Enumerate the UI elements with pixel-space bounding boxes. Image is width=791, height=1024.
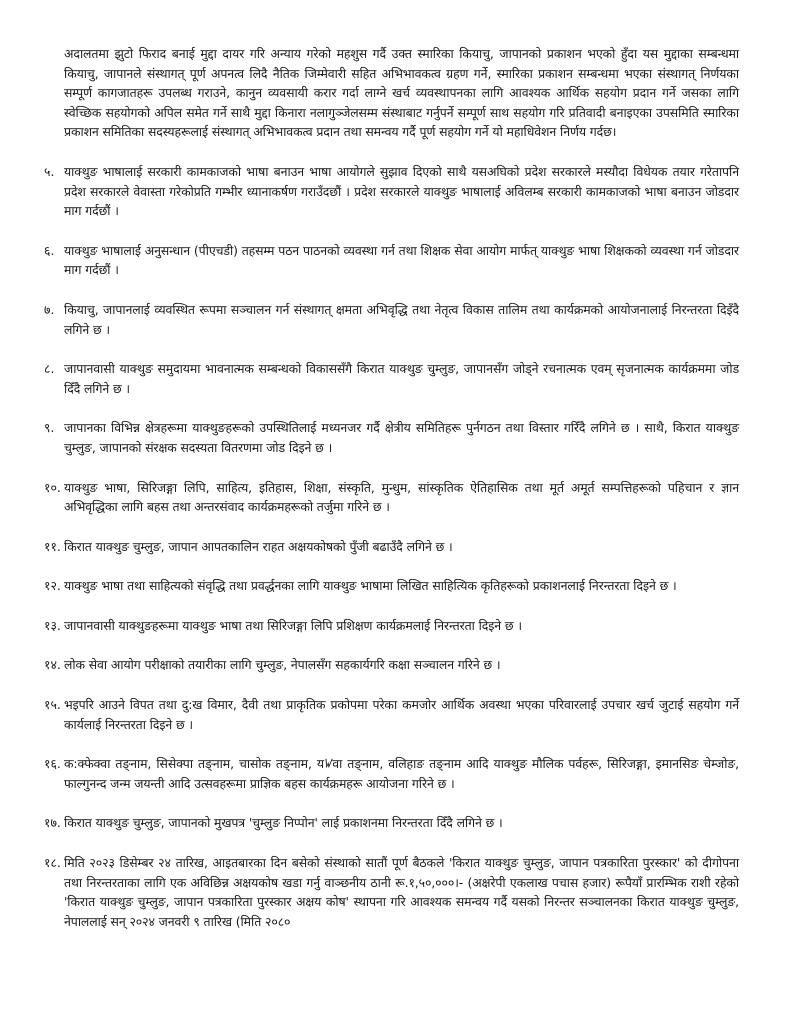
item-text: क:क्फेक्वा तङ्नाम, सिसेक्पा तङ्नाम, चासोक तङ्नाम, यꤿवा तङ्नाम, वलिहाङ तङ्नाम आदि याक्थुङ मौलिक पर्वहरू, सिरिजङ्गा, इमानसिङ चेम्जोङ, फाल्गुनन्द जन्म जयन्ती आदि उत्सवहरूमा प्राज्ञिक बहस कार्यक्रमहरू आयोजना गरिने छ । (64, 756, 739, 791)
resolution-item-17 (44, 813, 739, 833)
item-number: १२. (44, 578, 61, 594)
item-number: ९. (44, 420, 55, 436)
item-number: ८. (44, 361, 55, 377)
item-text: लोक सेवा आयोग परीक्षाको तयारीका लागि चुम्लुङ, नेपालसँग सहकार्यगरि कक्षा सञ्चालन गरिने छ । (64, 657, 501, 673)
resolution-item-8 (44, 359, 739, 398)
item-text: जापानवासी याक्थुङहरूमा याक्थुङ भाषा तथा सिरिजङ्गा लिपि प्रशिक्षण कार्यक्रमलाई निरन्तरता दिइने छ । (64, 617, 522, 633)
item-text: भइपरि आउने विपत तथा दु:ख विमार, दैवी तथा प्राकृतिक प्रकोपमा परेका कमजोर आर्थिक अवस्था भएका परिवारलाई उपचार खर्च जुटाई सहयोग गर्ने कार्यलाई निरन्तरता दिइने छ । (64, 697, 739, 732)
item-number: १४. (44, 657, 61, 673)
item-number: ५. (44, 163, 55, 179)
intro-paragraph: अदालतमा झुटो फिराद बनाई मुद्दा दायर गरि अन्याय गरेको महशुस गर्दै उक्त स्मारिका कियाचु, जापानको प्रकाशन भएको हुँदा यस मुद्दाका सम्बन्धमा कियाचु, जापानले संस्थागत् पूर्ण अपनत्व लिदै नैतिक जिम्मेवारी सहित अभिभावकत्व ग्रहण गर्ने, स्मारिका प्रकाशन सम्बन्धमा भएका संस्थागत् निर्णयका सम्पूर्ण कागजातहरू उपलब्ध गराउने, कानुन व्यवसायी करार गर्दा लाग्ने खर्च व्यवस्थापनका लागि आवश्यक आर्थिक सहयोग प्रदान गर्ने जसका लागि स्वेच्छिक सहयोगको अपिल समेत गर्ने साथै मुद्दा किनारा नलागुञ्जेलसम्म संस्थाबाट गर्नुपर्ने सम्पूर्ण साथ सहयोग गरि प्रतिवादी बनाइएका उपसमिति स्मारिका प्रकाशन समितिका सदस्यहरूलाई संस्थागत् अभिभावकत्व प्रदान तथा समन्वय गर्दै पूर्ण सहयोग गर्ने यो महाधिवेशन निर्णय गर्दछ। (64, 46, 739, 140)
resolution-item-7 (44, 300, 739, 339)
resolution-item-11 (44, 537, 739, 557)
resolution-item-6 (44, 241, 739, 280)
item-number: ११. (44, 538, 61, 554)
resolution-item-13 (44, 616, 739, 636)
resolution-item-15 (44, 695, 739, 734)
item-text: याक्थुङ भाषालाई अनुसन्धान (पीएचडी) तहसम्म पठन पाठनको व्यवस्था गर्न तथा शिक्षक सेवा आयोग मार्फत् याक्थुङ भाषा शिक्षकको व्यवस्था गर्न जोडदार माग गर्दछौं । (64, 242, 739, 278)
item-number: १६. (44, 756, 61, 772)
item-number: १७. (44, 815, 61, 831)
item-text: जापानका विभिन्न क्षेत्रहरूमा याक्थुङहरूको उपस्थितिलाई मध्यनजर गर्दै क्षेत्रीय समितिहरू पुर्नगठन तथा विस्तार गरिँदै लगिने छ । साथै, किरात याक्थुङ चुम्लुङ, जापानको संरक्षक सदस्यता वितरणमा जोड दिइने छ । (64, 420, 739, 455)
resolution-item-9 (44, 418, 739, 457)
resolution-item-12 (44, 576, 739, 596)
item-text: याक्थुङ भाषालाई सरकारी कामकाजको भाषा बनाउन भाषा आयोगले सुझाव दिएको साथै यसअघिको प्रदेश सरकारले मस्यौदा विधेयक तयार गरेतापनि प्रदेश सरकारले वेवास्ता गरेकोप्रति गम्भीर ध्यानाकर्षण गराउँदछौं । प्रदेश सरकारले याक्थुङ भाषालाई अविलम्ब सरकारी कामकाजको भाषा बनाउन जोडदार माग गर्दछौं । (64, 163, 739, 219)
resolution-item-18 (44, 853, 739, 931)
item-number: १५. (44, 697, 61, 713)
item-number: ६. (44, 242, 55, 258)
resolution-item-10 (44, 478, 739, 517)
item-text: मिति २०२३ डिसेम्बर २४ तारिख, आइतबारका दिन बसेको संस्थाको सातौं पूर्ण बैठकले 'किरात याक्थुङ चुम्लुङ, जापान पत्रकारिता पुरस्कार' को दीगोपना तथा निरन्तरताका लागि एक अविछिन्न अक्षयकोष खडा गर्नु वाञ्छनीय ठानी रू.१,५०,०००।- (अक्षरेपी एकलाख पचास हजार) रूपैयाँ प्रारम्भिक राशी रहेको 'किरात याक्थुङ चुम्लुङ, जापान पत्रकारिता पुरस्कार अक्षय कोष' स्थापना गरि आवश्यक समन्वय गर्दै यसको निरन्तर सञ्चालनका किरात याक्थुङ चुम्लुङ, नेपाललाई सन् २०२४ जनवरी ९ तारिख (मिति २०८० (64, 855, 739, 929)
resolution-item-5 (44, 162, 739, 221)
item-text: किरात याक्थुङ चुम्लुङ, जापानको मुखपत्र 'चुम्लुङ निप्पोन' लाई प्रकाशनमा निरन्तरता दिँदै लगिने छ । (64, 815, 503, 831)
item-text: याक्थुङ भाषा, सिरिजङ्गा लिपि, साहित्य, इतिहास, शिक्षा, संस्कृति, मुन्धुम, सांस्कृतिक ऐतिहासिक तथा मूर्त अमूर्त सम्पत्तिहरूको पहिचान र ज्ञान अभिवृद्धिका लागि बहस तथा अन्तरसंवाद कार्यक्रमहरूको तर्जुमा गरिने छ । (64, 479, 739, 515)
item-text: याक्थुङ भाषा तथा साहित्यको संवृद्धि तथा प्रवर्द्धनका लागि याक्थुङ भाषामा लिखित साहित्यिक कृतिहरूको प्रकाशनलाई निरन्तरता दिइने छ । (64, 578, 677, 594)
item-number: ७. (44, 301, 55, 317)
item-text: किरात याक्थुङ चुम्लुङ, जापान आपतकालिन राहत अक्षयकोषको पुँजी बढाउँदै लगिने छ । (64, 538, 453, 554)
resolution-item-14 (44, 655, 739, 675)
item-number: १०. (44, 479, 61, 495)
item-number: १३. (44, 617, 61, 633)
item-text: कियाचु, जापानलाई व्यवस्थित रूपमा सञ्चालन गर्न संस्थागत् क्षमता अभिवृद्धि तथा नेतृत्व विकास तालिम तथा कार्यक्रमको आयोजनालाई निरन्तरता दिइँदै लगिने छ । (64, 301, 739, 337)
resolution-item-16 (44, 754, 739, 793)
item-number: १८. (44, 855, 61, 871)
item-text: जापानवासी याक्थुङ समुदायमा भावनात्मक सम्बन्धको विकाससँगै किरात याक्थुङ चुम्लुङ, जापानसँग जोड्ने रचनात्मक एवम् सृजनात्मक कार्यक्रममा जोड दिँदै लगिने छ । (64, 361, 739, 396)
